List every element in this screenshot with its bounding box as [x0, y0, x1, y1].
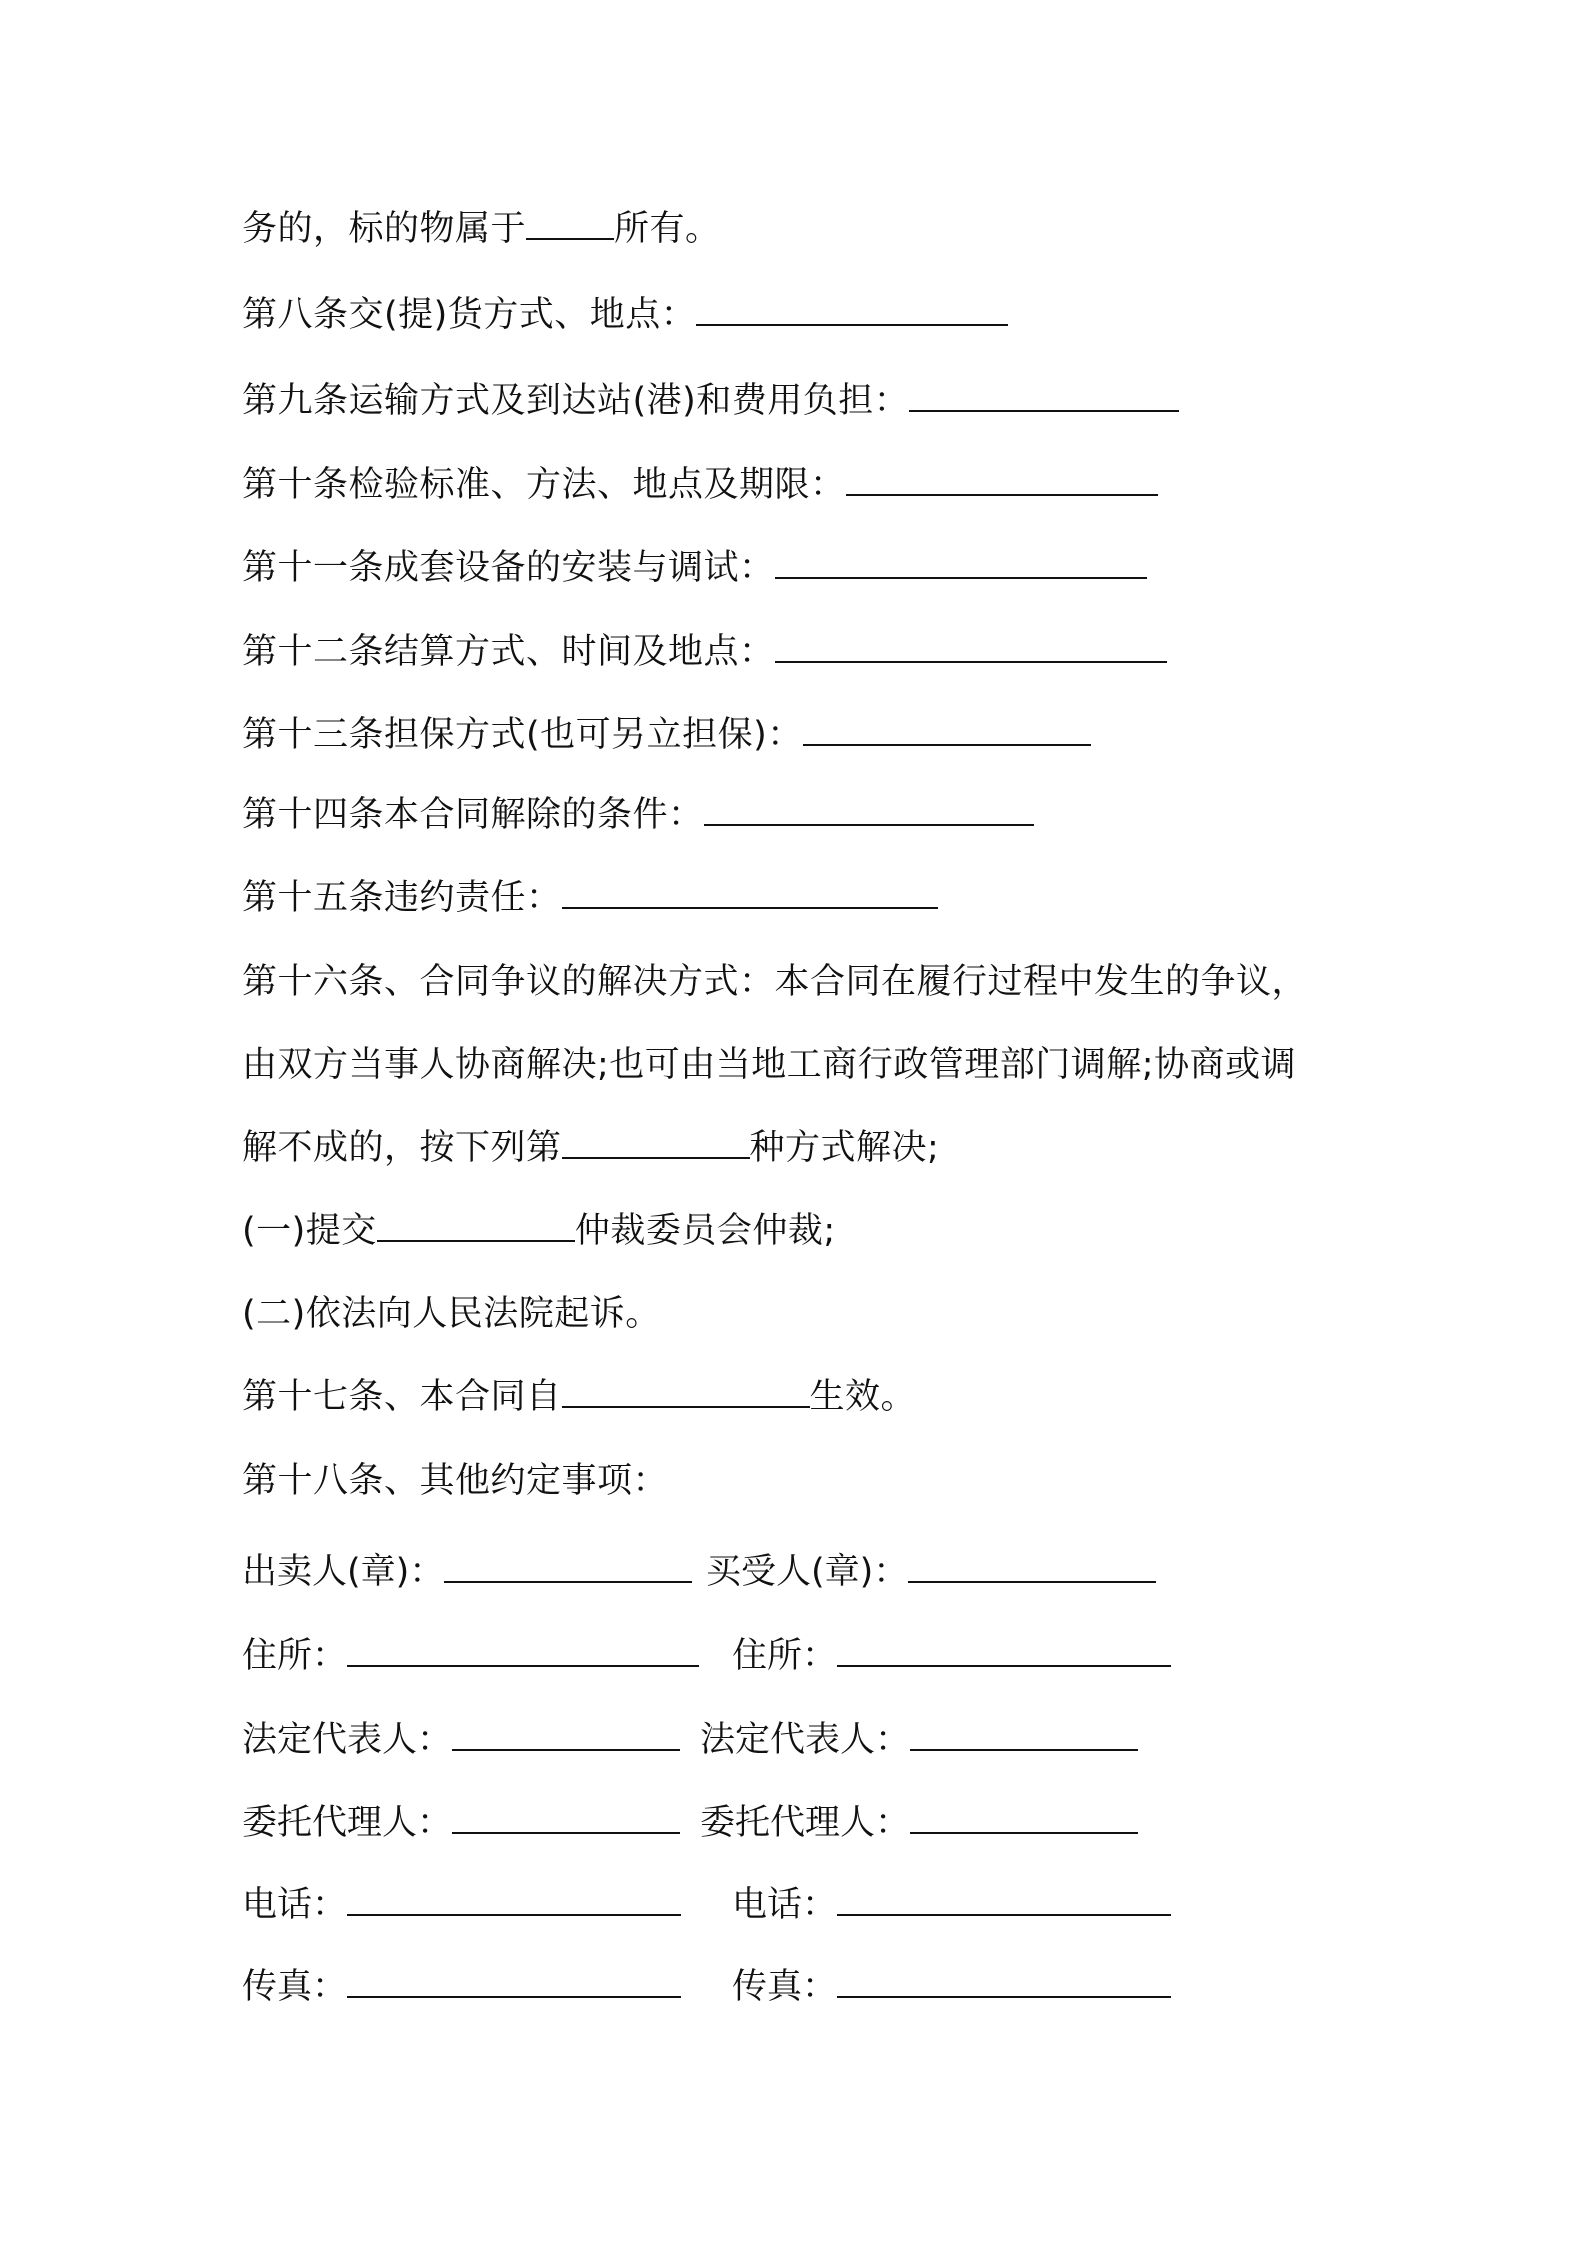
- fax-label: 传真：: [732, 1967, 838, 2007]
- clause-text: 由双方当事人协商解决;也可由当地工商行政管理部门调解;协商或调: [242, 1045, 1297, 1085]
- seller-agent-row: [242, 1798, 680, 1848]
- blank-field: [526, 206, 614, 240]
- clause-13-line: [242, 710, 1091, 760]
- blank-field: [562, 1374, 810, 1408]
- clause-text: 第十一条成套设备的安装与调试：: [242, 548, 775, 588]
- blank-field: [908, 1549, 1156, 1583]
- clause-text-suffix: 种方式解决;: [749, 1128, 940, 1168]
- clause-18-line: [242, 1456, 668, 1506]
- seller-signature-row: [242, 1547, 692, 1597]
- clause-15-line: [242, 873, 938, 923]
- buyer-label: 买受人(章)：: [706, 1552, 909, 1592]
- blank-field: [696, 292, 1008, 326]
- blank-field: [562, 875, 938, 909]
- blank-field: [452, 1800, 680, 1834]
- litigation-option-line: [242, 1289, 661, 1339]
- buyer-fax-row: [732, 1962, 1171, 2012]
- clause-text: 第八条交(提)货方式、地点：: [242, 295, 697, 335]
- clause-16-continued-line: [242, 1040, 1296, 1090]
- blank-field: [837, 1964, 1171, 1998]
- clause-14-line: [242, 790, 1034, 840]
- blank-field: [347, 1882, 681, 1916]
- agent-label: 委托代理人：: [700, 1803, 911, 1843]
- buyer-address-row: [732, 1631, 1171, 1681]
- clause-16-option-line: [242, 1123, 939, 1173]
- blank-field: [775, 629, 1167, 663]
- clause-9-line: [242, 376, 1179, 426]
- clause-ownership-line: [242, 204, 721, 254]
- blank-field: [910, 1717, 1138, 1751]
- clause-text: 第九条运输方式及到达站(港)和费用负担：: [242, 381, 910, 421]
- buyer-agent-row: [700, 1798, 1138, 1848]
- clause-text-suffix: 生效。: [809, 1377, 917, 1417]
- seller-legal-rep-row: [242, 1715, 680, 1765]
- seller-phone-row: [242, 1880, 681, 1930]
- phone-label: 电话：: [732, 1885, 838, 1925]
- clause-text: (二)依法向人民法院起诉。: [242, 1294, 661, 1334]
- blank-field: [910, 1800, 1138, 1834]
- clause-text: 第十六条、合同争议的解决方式：本合同在履行过程中发生的争议，: [242, 962, 1308, 1002]
- clause-text: 第十二条结算方式、时间及地点：: [242, 632, 775, 672]
- seller-label: 出卖人(章)：: [242, 1552, 445, 1592]
- clause-text: 第十三条担保方式(也可另立担保)：: [242, 715, 803, 755]
- buyer-legal-rep-row: [700, 1715, 1138, 1765]
- clause-text: 务的，标的物属于: [242, 209, 527, 249]
- blank-field: [837, 1633, 1171, 1667]
- clause-12-line: [242, 627, 1167, 677]
- buyer-signature-row: [706, 1547, 1156, 1597]
- blank-field: [347, 1964, 681, 1998]
- blank-field: [377, 1208, 575, 1242]
- buyer-phone-row: [732, 1880, 1171, 1930]
- clause-text: (一)提交: [242, 1211, 377, 1251]
- clause-text: 第十五条违约责任：: [242, 878, 562, 918]
- clause-text: 第十条检验标准、方法、地点及期限：: [242, 465, 846, 505]
- clause-text: 解不成的，按下列第: [242, 1128, 562, 1168]
- blank-field: [444, 1549, 692, 1583]
- clause-text: 第十四条本合同解除的条件：: [242, 795, 704, 835]
- blank-field: [775, 545, 1147, 579]
- clause-11-line: [242, 543, 1147, 593]
- blank-field: [846, 462, 1158, 496]
- clause-10-line: [242, 460, 1158, 510]
- agent-label: 委托代理人：: [242, 1803, 453, 1843]
- seller-fax-row: [242, 1962, 681, 2012]
- blank-field: [803, 712, 1091, 746]
- clause-17-line: [242, 1372, 916, 1422]
- blank-field: [452, 1717, 680, 1751]
- blank-field: [837, 1882, 1171, 1916]
- fax-label: 传真：: [242, 1967, 348, 2007]
- blank-field: [909, 378, 1179, 412]
- blank-field: [562, 1125, 750, 1159]
- clause-8-line: [242, 290, 1008, 340]
- address-label: 住所：: [242, 1636, 348, 1676]
- arbitration-option-line: [242, 1206, 836, 1256]
- clause-16-line: [242, 957, 1307, 1007]
- legal-rep-label: 法定代表人：: [242, 1720, 453, 1760]
- clause-text-suffix: 仲裁委员会仲裁;: [574, 1211, 836, 1251]
- address-label: 住所：: [732, 1636, 838, 1676]
- legal-rep-label: 法定代表人：: [700, 1720, 911, 1760]
- clause-text-suffix: 所有。: [614, 209, 721, 249]
- blank-field: [347, 1633, 699, 1667]
- clause-text: 第十八条、其他约定事项：: [242, 1461, 669, 1501]
- seller-address-row: [242, 1631, 699, 1681]
- blank-field: [704, 792, 1034, 826]
- clause-text: 第十七条、本合同自: [242, 1377, 562, 1417]
- phone-label: 电话：: [242, 1885, 348, 1925]
